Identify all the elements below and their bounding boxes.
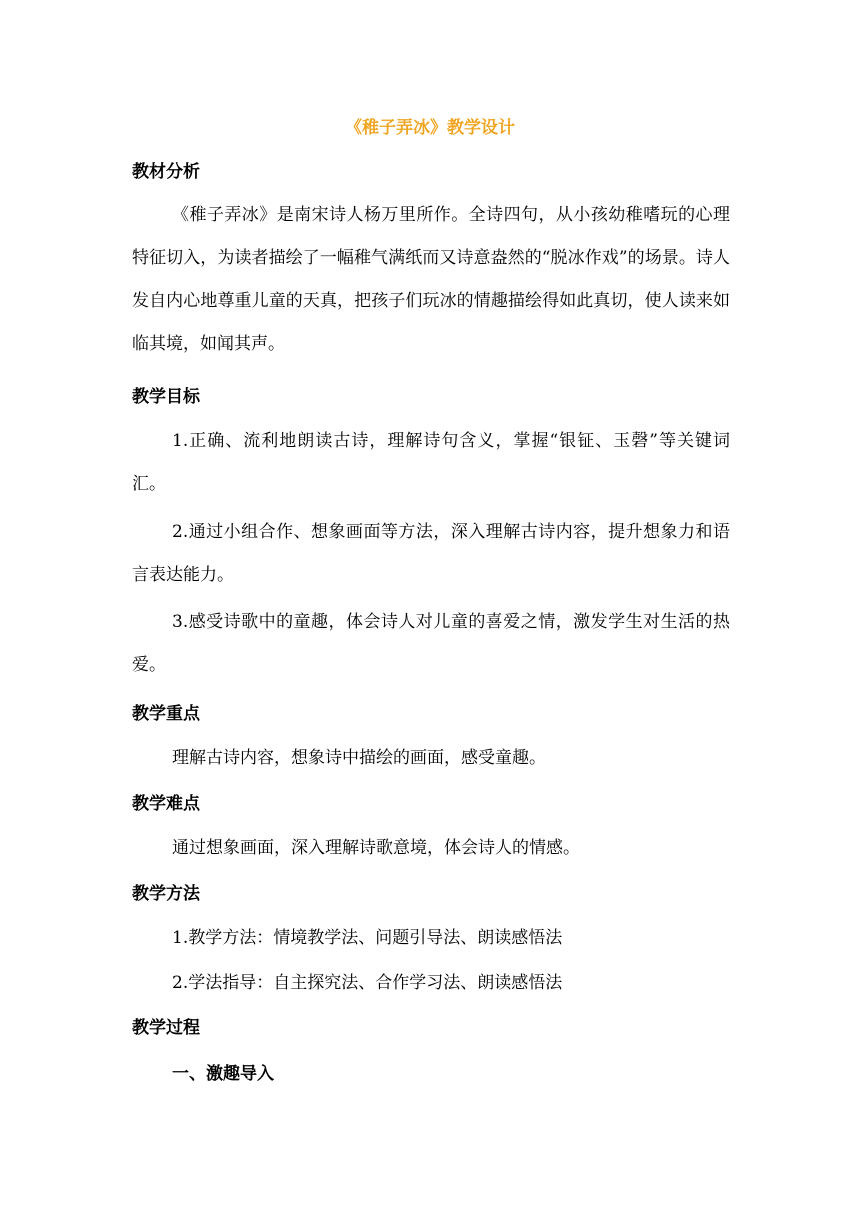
heading-process: 教学过程 xyxy=(132,1018,200,1038)
heading-difficulties: 教学难点 xyxy=(132,794,200,814)
document-title: 《稚子弄冰》教学设计 xyxy=(345,118,515,138)
goal-item-2: 2.通过小组合作、想象画面等方法，深入理解古诗内容，提升想象力和语言表达能力。 xyxy=(132,522,730,585)
goal-item-1: 1.正确、流利地朗读古诗，理解诗句含义，掌握“银钲、玉磬”等关键词汇。 xyxy=(132,431,730,494)
difficulties-text: 通过想象画面，深入理解诗歌意境，体会诗人的情感。 xyxy=(172,838,580,858)
method-item-2: 2.学法指导：自主探究法、合作学习法、朗读感悟法 xyxy=(172,973,563,993)
analysis-paragraph: 《稚子弄冰》是南宋诗人杨万里所作。全诗四句，从小孩幼稚嗜玩的心理特征切入，为读者描绘了一幅稚气满纸而又诗意盎然的“脱冰作戏”的场景。诗人发自内心地尊重儿童的天真，把孩子们玩冰的情趣描绘得如此真切，使人读来如临其境，如闻其声。 xyxy=(132,205,730,354)
heading-goals: 教学目标 xyxy=(132,387,200,407)
heading-analysis: 教材分析 xyxy=(132,162,200,182)
key-points-text: 理解古诗内容，想象诗中描绘的画面，感受童趣。 xyxy=(172,748,546,768)
goal-item-3: 3.感受诗歌中的童趣，体会诗人对儿童的喜爱之情，激发学生对生活的热爱。 xyxy=(132,612,730,675)
method-item-1: 1.教学方法：情境教学法、问题引导法、朗读感悟法 xyxy=(172,928,563,948)
heading-key-points: 教学重点 xyxy=(132,704,200,724)
process-step-1: 一、激趣导入 xyxy=(172,1064,274,1084)
heading-methods: 教学方法 xyxy=(132,884,200,904)
